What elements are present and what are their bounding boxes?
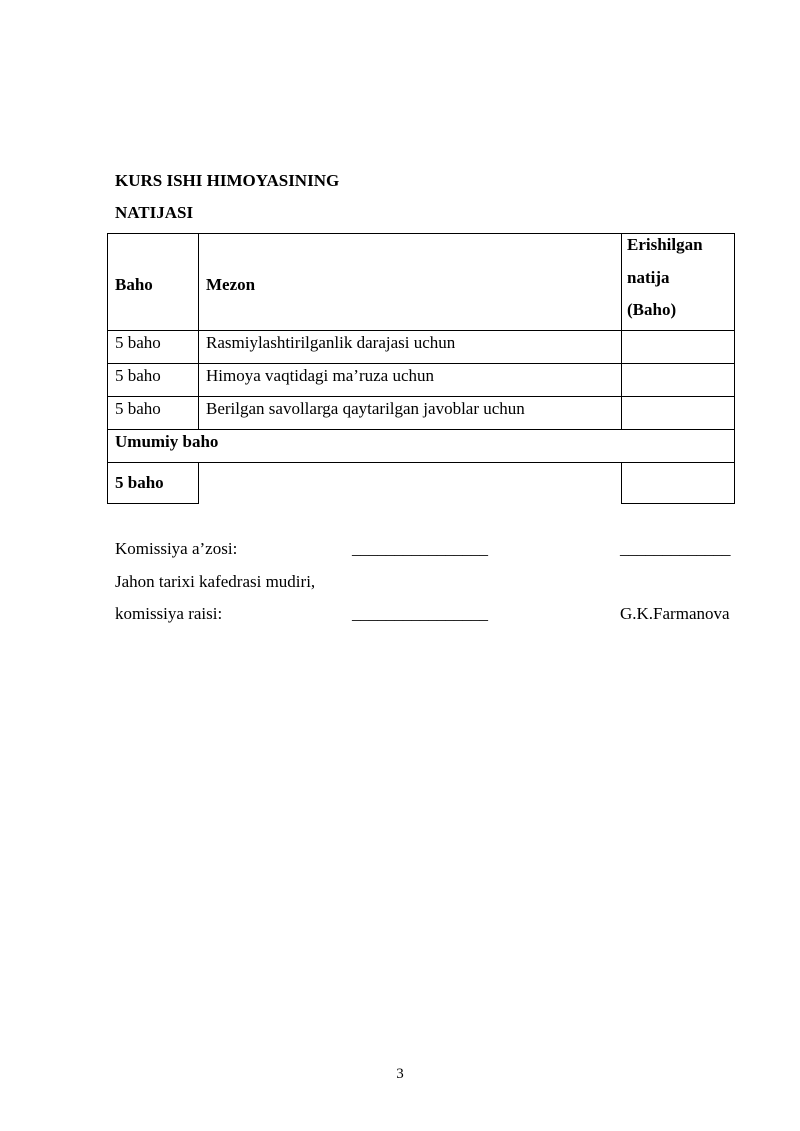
table-rule: [107, 330, 735, 331]
head-name: G.K.Farmanova: [620, 604, 730, 623]
row-grade: 5 baho: [115, 399, 161, 418]
row-grade: 5 baho: [115, 333, 161, 352]
header-result-line3: (Baho): [627, 300, 677, 319]
header-result-line1: Erishilgan: [627, 235, 703, 254]
member-label: Komissiya a’zosi:: [115, 539, 238, 558]
table-rule: [107, 363, 735, 364]
table-rule: [107, 396, 735, 397]
row-criterion: Rasmiylashtirilganlik darajasi uchun: [206, 333, 456, 352]
page-number: 3: [396, 1066, 404, 1082]
table-border-bottom-right: [621, 503, 735, 504]
table-column-divider: [198, 233, 199, 430]
row-grade: 5 baho: [115, 366, 161, 385]
table-border-left: [107, 233, 108, 504]
table-border-top: [107, 233, 735, 234]
document-title-line2: NATIJASI: [115, 203, 194, 222]
head-label-line1: Jahon tarixi kafedrasi mudiri,: [115, 572, 316, 591]
head-signature-line: ________________: [352, 604, 488, 623]
total-label: Umumiy baho: [115, 432, 219, 451]
table-column-divider: [621, 233, 622, 430]
header-criterion: Mezon: [206, 275, 256, 294]
table-border-right: [734, 233, 735, 504]
table-rule: [107, 462, 735, 463]
member-name-line: _____________: [620, 539, 731, 558]
header-grade: Baho: [115, 275, 153, 294]
table-column-divider: [621, 462, 622, 504]
row-criterion: Berilgan savollarga qaytarilgan javoblar uchun: [206, 399, 525, 418]
table-rule: [107, 429, 735, 430]
table-border-bottom-left: [107, 503, 198, 504]
member-signature-line: ________________: [352, 539, 488, 558]
header-result-line2: natija: [627, 268, 670, 287]
table-column-divider: [198, 462, 199, 504]
head-label-line2: komissiya raisi:: [115, 604, 223, 623]
document-title-line1: KURS ISHI HIMOYASINING: [115, 171, 340, 190]
row-criterion: Himoya vaqtidagi ma’ruza uchun: [206, 366, 435, 385]
total-value: 5 baho: [115, 473, 164, 492]
